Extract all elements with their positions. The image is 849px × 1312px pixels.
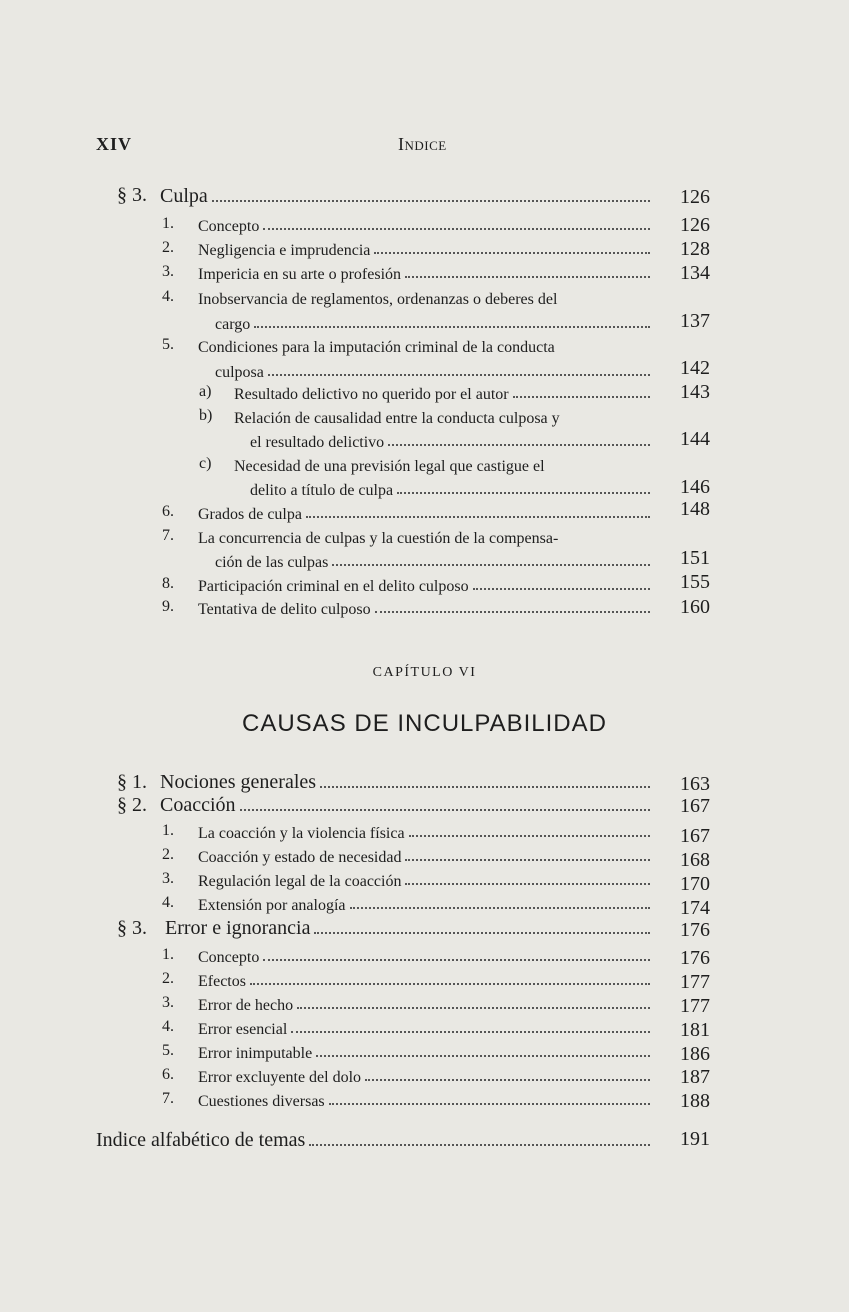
toc-item[interactable]	[198, 1061, 650, 1087]
running-title: Indice	[398, 134, 447, 154]
leader-dots	[409, 835, 650, 837]
item-number: 3.	[162, 870, 174, 887]
toc-item[interactable]	[198, 865, 650, 891]
toc-item[interactable]	[198, 841, 650, 867]
toc-entry-title: Indice alfabético de temas	[96, 1129, 306, 1151]
toc-page-number: 126	[680, 186, 710, 208]
toc-final-entry[interactable]	[96, 1126, 650, 1152]
toc-page-number: 188	[680, 1090, 710, 1112]
toc-entry-title: La coacción y la violencia física	[198, 825, 405, 842]
toc-item[interactable]	[234, 378, 650, 404]
toc-page-number: 151	[680, 547, 710, 569]
section-mark: § 3.	[117, 917, 147, 939]
toc-item-continued[interactable]	[215, 546, 650, 572]
toc-page-number: 191	[680, 1128, 710, 1150]
item-number: 6.	[162, 1066, 174, 1083]
leader-dots	[263, 228, 650, 230]
toc-page-number: 176	[680, 919, 710, 941]
toc-page-number: 163	[680, 773, 710, 795]
toc-page-number: 187	[680, 1066, 710, 1088]
toc-item[interactable]	[198, 889, 650, 915]
toc-page-number: 174	[680, 897, 710, 919]
toc-item[interactable]	[198, 234, 650, 260]
toc-page-number: 160	[680, 596, 710, 618]
leader-dots	[291, 1031, 650, 1033]
item-number: 8.	[162, 575, 174, 592]
toc-item[interactable]	[198, 331, 650, 357]
item-number: 1.	[162, 946, 174, 963]
toc-section[interactable]	[160, 791, 650, 817]
leader-dots	[297, 1007, 650, 1009]
toc-item[interactable]	[198, 941, 650, 967]
toc-section[interactable]	[165, 914, 650, 940]
leader-dots	[263, 959, 650, 961]
toc-entry-title: Cuestiones diversas	[198, 1093, 325, 1110]
leader-dots	[405, 859, 650, 861]
toc-entry-title: Error excluyente del dolo	[198, 1069, 362, 1086]
toc-entry-title: Negligencia e imprudencia	[198, 242, 371, 259]
item-number: 2.	[162, 970, 174, 987]
toc-item[interactable]	[198, 1085, 650, 1111]
item-letter: a)	[199, 383, 212, 400]
leader-dots	[329, 1103, 650, 1105]
toc-entry-title: Coacción y estado de necesidad	[198, 849, 402, 866]
toc-item[interactable]	[198, 522, 650, 548]
leader-dots	[320, 786, 650, 788]
toc-entry-title: Participación criminal en el delito culposo	[198, 578, 469, 595]
item-number: 4.	[162, 894, 174, 911]
leader-dots	[309, 1144, 650, 1146]
item-number: 9.	[162, 598, 174, 615]
toc-entry-title: Inobservancia de reglamentos, ordenanzas o deberes del	[198, 291, 558, 308]
item-number: 4.	[162, 1018, 174, 1035]
toc-page-number: 134	[680, 262, 710, 284]
item-number: 4.	[162, 288, 174, 305]
item-number: 1.	[162, 822, 174, 839]
toc-entry-title: La concurrencia de culpas y la cuestión de la compensa-	[198, 530, 559, 547]
leader-dots	[365, 1079, 650, 1081]
leader-dots	[268, 374, 650, 376]
toc-item[interactable]	[234, 450, 650, 476]
toc-item[interactable]	[198, 258, 650, 284]
toc-entry-title: Culpa	[160, 185, 208, 207]
item-number: 3.	[162, 994, 174, 1011]
toc-entry-title: Concepto	[198, 218, 260, 235]
toc-item[interactable]	[198, 1013, 650, 1039]
item-number: 3.	[162, 263, 174, 280]
toc-page-number: 181	[680, 1019, 710, 1041]
toc-entry-title: Regulación legal de la coacción	[198, 873, 402, 890]
toc-entry-title: el resultado delictivo	[250, 434, 385, 451]
leader-dots	[405, 883, 650, 885]
toc-entry-title: Error inimputable	[198, 1045, 313, 1062]
leader-dots	[240, 809, 650, 811]
item-letter: b)	[199, 407, 213, 424]
toc-item[interactable]	[198, 593, 650, 619]
toc-entry-title: Concepto	[198, 949, 260, 966]
toc-entry-title: Grados de culpa	[198, 506, 302, 523]
toc-page-number: 177	[680, 971, 710, 993]
toc-page-number: 148	[680, 498, 710, 520]
item-number: 1.	[162, 215, 174, 232]
toc-entry-title: Tentativa de delito culposo	[198, 601, 371, 618]
toc-page-number: 137	[680, 310, 710, 332]
leader-dots	[250, 983, 650, 985]
toc-page-number: 143	[680, 381, 710, 403]
toc-page-number: 176	[680, 947, 710, 969]
leader-dots	[254, 326, 650, 328]
leader-dots	[350, 907, 650, 909]
section-mark: § 2.	[117, 794, 147, 816]
toc-entry-title: Coacción	[160, 794, 236, 816]
item-letter: c)	[199, 455, 212, 472]
leader-dots	[314, 932, 650, 934]
toc-item[interactable]	[198, 1037, 650, 1063]
toc-page-number: 177	[680, 995, 710, 1017]
toc-page-number: 128	[680, 238, 710, 260]
leader-dots	[375, 611, 650, 613]
section-mark: § 1.	[117, 771, 147, 793]
section-mark: § 3.	[117, 184, 147, 206]
toc-item[interactable]	[198, 210, 650, 236]
toc-item[interactable]	[198, 989, 650, 1015]
toc-entry-title: Error e ignorancia	[165, 917, 311, 939]
item-number: 2.	[162, 846, 174, 863]
leader-dots	[212, 200, 650, 202]
toc-item[interactable]	[198, 965, 650, 991]
toc-entry-title: culposa	[215, 364, 264, 381]
toc-item-continued[interactable]	[250, 426, 650, 452]
toc-page-number: 126	[680, 214, 710, 236]
toc-page-number: 155	[680, 571, 710, 593]
item-number: 5.	[162, 336, 174, 353]
item-number: 7.	[162, 527, 174, 544]
toc-page-number: 144	[680, 428, 710, 450]
item-number: 5.	[162, 1042, 174, 1059]
toc-entry-title: Extensión por analogía	[198, 897, 346, 914]
toc-entry-title: Error de hecho	[198, 997, 294, 1014]
chapter-label: CAPÍTULO VI	[372, 665, 477, 680]
toc-item[interactable]	[198, 498, 650, 524]
toc-entry-title: Error esencial	[198, 1021, 288, 1038]
leader-dots	[473, 588, 650, 590]
toc-item[interactable]	[198, 817, 650, 843]
leader-dots	[332, 564, 650, 566]
toc-entry-title: delito a título de culpa	[250, 482, 394, 499]
toc-page-number: 142	[680, 357, 710, 379]
toc-page-number: 168	[680, 849, 710, 871]
chapter-title: CAUSAS DE INCULPABILIDAD	[242, 710, 607, 737]
leader-dots	[374, 252, 650, 254]
toc-item[interactable]	[234, 402, 650, 428]
item-number: 7.	[162, 1090, 174, 1107]
leader-dots	[405, 276, 650, 278]
item-number: 6.	[162, 503, 174, 520]
toc-item-continued[interactable]	[250, 474, 650, 500]
toc-entry-title: Efectos	[198, 973, 246, 990]
item-number: 2.	[162, 239, 174, 256]
toc-item[interactable]	[198, 283, 650, 309]
toc-page-number: 167	[680, 795, 710, 817]
toc-entry-title: Impericia en su arte o profesión	[198, 266, 402, 283]
page-number: XIV	[96, 134, 133, 154]
toc-page-number: 170	[680, 873, 710, 895]
leader-dots	[397, 492, 650, 494]
leader-dots	[306, 516, 650, 518]
toc-entry-title: Condiciones para la imputación criminal de la conducta	[198, 339, 555, 356]
leader-dots	[316, 1055, 650, 1057]
toc-section-culpa[interactable]	[160, 182, 650, 208]
leader-dots	[513, 396, 650, 398]
toc-page-number: 146	[680, 476, 710, 498]
leader-dots	[388, 444, 650, 446]
toc-page-number: 186	[680, 1043, 710, 1065]
toc-entry-title: cargo	[215, 316, 251, 333]
toc-entry-title: Resultado delictivo no querido por el autor	[234, 386, 509, 403]
toc-entry-title: ción de las culpas	[215, 554, 329, 571]
toc-page-number: 167	[680, 825, 710, 847]
toc-entry-title: Nociones generales	[160, 771, 317, 793]
toc-entry-title: Relación de causalidad entre la conducta culposa y	[234, 410, 560, 427]
toc-entry-title: Necesidad de una previsión legal que castigue el	[234, 458, 545, 475]
